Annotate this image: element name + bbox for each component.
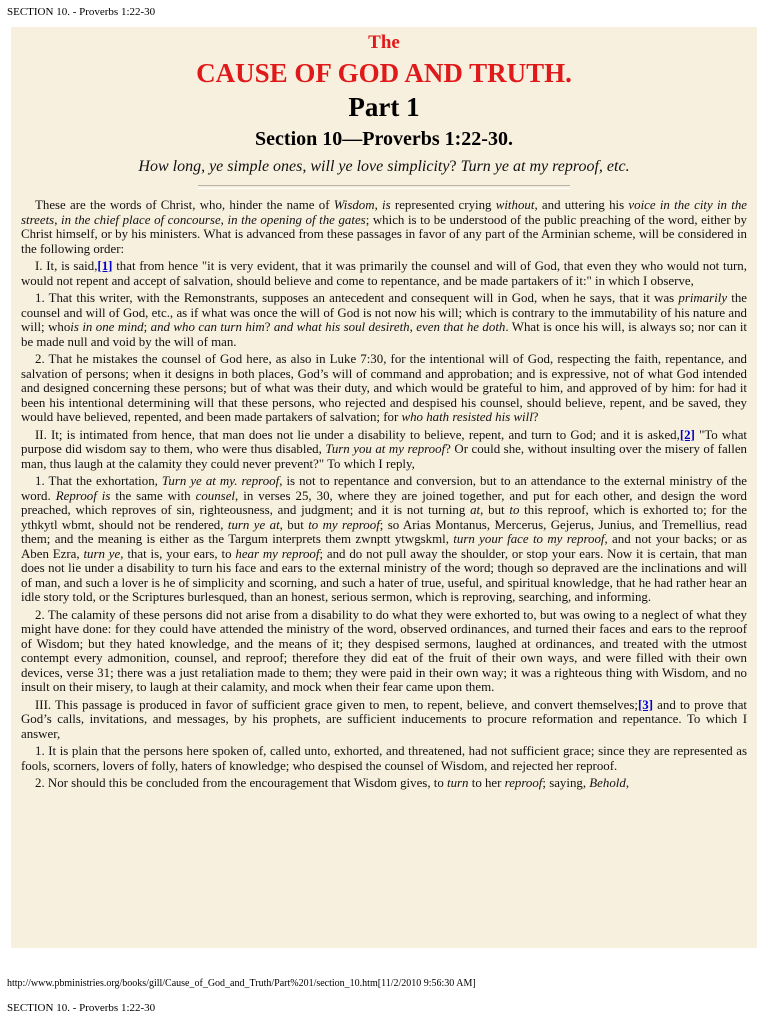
emphasis-text: in the opening of the gates	[227, 212, 366, 227]
paragraph	[21, 291, 747, 349]
emphasis-text: and who can turn him	[150, 320, 265, 334]
paragraph-text: These are the words of Christ, who, hinder the name of	[35, 198, 334, 212]
paragraph-text: , in verses 25, 30, where they are joined together, and put for each other, and design the word preached, which reproves of sin, righteousness, and judgment; and it is not turning	[21, 488, 747, 517]
divider	[198, 185, 570, 189]
paragraph-text: the counsel and will of God, etc., as if what was once the will of God is not now his will; which is contrary to the immutability of his nature and will; who	[21, 291, 747, 334]
paragraph-text: , is not to repentance and conversion, but to an attendance to the external ministry of the word.	[21, 474, 747, 503]
paragraph-text: , but	[480, 503, 510, 517]
paragraph-text: , and not your backs; or as Aben Ezra,	[21, 532, 747, 561]
emphasis-text: is in one mind	[70, 320, 144, 334]
emphasis-text: at	[470, 503, 481, 517]
paragraph-text: II. It; is intimated from hence, that man does not lie under a disability to believe, repent, and turn to God; and it is asked,	[35, 427, 680, 442]
paragraph	[21, 744, 747, 773]
scripture-text-part-1: How long, ye simple ones, will ye love simplicity	[138, 158, 450, 175]
paragraph-text: ,	[374, 198, 383, 212]
footer-url: http://www.pbministries.org/books/gill/Cause_of_God_and_Truth/Part%201/section_10.htm[11/2/2010 9:56:30 AM]	[7, 978, 476, 989]
paragraph-text: ; and do not pull away the shoulder, or stop your ears. Now it is certain, that man does not lie under a disability to turn his face and ears to the external ministry of the word; though so depraved are the inclinations and will of man, and such a lover is he of simplicity and scorning, and such a hater of true, useful, and spiritual knowledge, that he had rather hear an idle story told, or the Scriptures burlesqued, than an honest, serious sermon, which is reproving, searching, and informing.	[21, 546, 748, 604]
paragraph-text: ;	[143, 320, 151, 334]
document-page	[11, 27, 757, 948]
paragraph-text: . What is once his will, is always so; nor can it be made null and void by the will of man.	[21, 320, 748, 349]
paragraph-text: to her	[468, 776, 505, 790]
paragraph-text: ,	[625, 776, 630, 790]
footnote-link[interactable]: [3]	[637, 697, 653, 712]
part-title: Part 1	[348, 92, 420, 122]
paragraph-text: ; so Arias Montanus, Mercerus, Gejerus, Junius, and Tremellius, read them; and the meaning is either as the Targum interprets them zwnptt ytwgskml,	[21, 517, 748, 546]
emphasis-text: primarily	[678, 291, 728, 305]
paragraph-text: ,	[409, 320, 417, 334]
paragraph-text: ?	[532, 410, 539, 424]
emphasis-text: to	[509, 503, 520, 517]
emphasis-text: turn your face to my reproof	[453, 532, 605, 546]
paragraph-text: the same with	[110, 488, 196, 503]
paragraph-text: ; which is to be understood of the public preaching of the word, either by Christ himself, or by his ministers. What is advanced from these passages in favor of any part of the Arminian scheme, will be considered in the following order:	[21, 212, 747, 256]
title-block	[11, 32, 757, 189]
paragraph-text: , but	[279, 517, 309, 532]
paragraph-text: 2. That he mistakes the counsel of God here, as also in Luke 7:30, for the intentional will of God, respecting the faith, repentance, and salvation of persons; when it designs in both places, God’s will of command and approbation; and is expressive, not of what God intended and designed concerning these persons; but of what was their duty, and which would be grateful to him, and approved of by him: for had it been his intentional determining will that these persons, who rejected and despised his counsel, should believe, repent, and be saved, they would have believed, repented, and been made partakers of salvation; for	[21, 352, 747, 424]
emphasis-text: turn	[447, 776, 469, 790]
paragraph-text: and to prove that God’s calls, invitations, and messages, by his prophets, are sufficient inducements to procure reformation and repentance. To which I answer,	[21, 697, 747, 741]
document-body	[11, 198, 757, 791]
paragraph-text: represented crying	[390, 198, 496, 212]
emphasis-text: reproof	[504, 776, 543, 790]
paragraph-text: I. It, is said,	[35, 259, 98, 273]
paragraph-text: 2. The calamity of these persons did not arise from a disability to do what they were exhorted to, but was owing to a neglect of what they might have done: for they could have attended the ministry of the word, observed ordinances, and turned their faces and ears to the reproof of Wisdom; but they hated knowledge, and the means of it; they despised sermons, laughed at ordinances, and treated with the utmost contempt every admonition, counsel, and reproof; therefore they did eat of the fruit of their own ways, and were filled with their own devices, verse 31; there was a just retaliation made to them; they were paid in their own way; it was a righteous thing with Wisdom, and no insult on their misery, to laugh at their calamity, and mock when their fear came upon them.	[21, 607, 747, 694]
emphasis-text: Behold	[589, 776, 626, 790]
page-header: SECTION 10. - Proverbs 1:22-30	[7, 6, 156, 18]
paragraph-text: ,	[54, 212, 61, 227]
emphasis-text: Turn ye at my. reproof	[161, 474, 280, 488]
paragraph-text: 1. It is plain that the persons here spoken of, called unto, exhorted, and threatened, had not sufficient grace; since they are represented as fools, scorners, lovers of folly, haters of knowledge; who despised the counsel of Wisdom, and rejected her reproof.	[21, 744, 747, 773]
paragraph-text: ; saying,	[542, 776, 590, 790]
emphasis-text: to my reproof	[308, 517, 380, 532]
paragraph	[21, 608, 747, 695]
title-the: The	[368, 32, 400, 53]
paragraph-text: 2. Nor should this be concluded from the encouragement that Wisdom gives, to	[35, 776, 448, 790]
paragraph-text: ?	[264, 320, 274, 334]
emphasis-text: Turn you at my reproof	[325, 442, 446, 456]
paragraph	[21, 428, 747, 472]
footer-title: SECTION 10. - Proverbs 1:22-30	[7, 1002, 156, 1014]
paragraph	[21, 352, 747, 425]
paragraph	[21, 198, 747, 256]
emphasis-text: who hath resisted his will	[401, 410, 533, 424]
paragraph-text: 1. That this writer, with the Remonstrants, supposes an antecedent and consequent will in God, when he says, that it was	[35, 291, 679, 305]
paragraph-text: this reproof, which is exhorted to; for the ythkytl wbmt, should not be rendered,	[21, 503, 747, 532]
emphasis-text: voice in the city in the streets	[21, 198, 747, 227]
paragraph-text: , that is, your ears, to	[120, 546, 236, 561]
paragraph-text: III. This passage is produced in favor of sufficient grace given to men, to repent, believe, and convert themselves;	[35, 697, 638, 712]
paragraph-text: "To what purpose did wisdom say to them, who were thus disabled,	[21, 427, 747, 456]
paragraph	[21, 474, 747, 605]
paragraph-text: 1. That the exhortation,	[35, 474, 162, 488]
scripture-text-mid: ?	[449, 158, 461, 175]
emphasis-text: counsel	[195, 488, 236, 503]
paragraph-text: ? Or could she, without insulting over the misery of fallen man, thus laugh at the calamity they could never prevent?" To which I reply,	[21, 442, 747, 471]
paragraph-text: ,	[220, 212, 228, 227]
emphasis-text: even that he doth	[416, 320, 506, 334]
section-title: Section 10—Proverbs 1:22-30.	[255, 128, 513, 150]
emphasis-text: Reproof is	[55, 488, 111, 503]
paragraph	[21, 776, 747, 791]
emphasis-text: turn ye at	[227, 517, 280, 532]
emphasis-text: without	[495, 198, 535, 212]
paragraph-text: , and uttering his	[534, 198, 629, 212]
emphasis-text: and what his soul desireth	[273, 320, 410, 334]
paragraph-text: that from hence "it is very evident, that it was primarily the counsel and will of God, that even they who would not turn, would not repent and accept of salvation, should believe and come to repentance, and be made partakers of it:" in which I observe,	[21, 259, 747, 288]
emphasis-text: turn ye	[83, 546, 121, 561]
paragraph	[21, 259, 747, 288]
footnote-link[interactable]: [2]	[679, 427, 695, 442]
footnote-link[interactable]: [1]	[97, 259, 113, 273]
emphasis-text: in the chief place of concourse	[61, 212, 221, 227]
emphasis-text: hear my reproof	[235, 546, 320, 561]
scripture-text-part-2: Turn ye at my reproof, etc.	[460, 158, 630, 175]
emphasis-text: is	[382, 198, 391, 212]
emphasis-text: Wisdom	[333, 198, 375, 212]
book-title: CAUSE OF GOD AND TRUTH.	[196, 58, 572, 88]
scripture-text	[11, 157, 757, 177]
paragraph	[21, 698, 747, 742]
